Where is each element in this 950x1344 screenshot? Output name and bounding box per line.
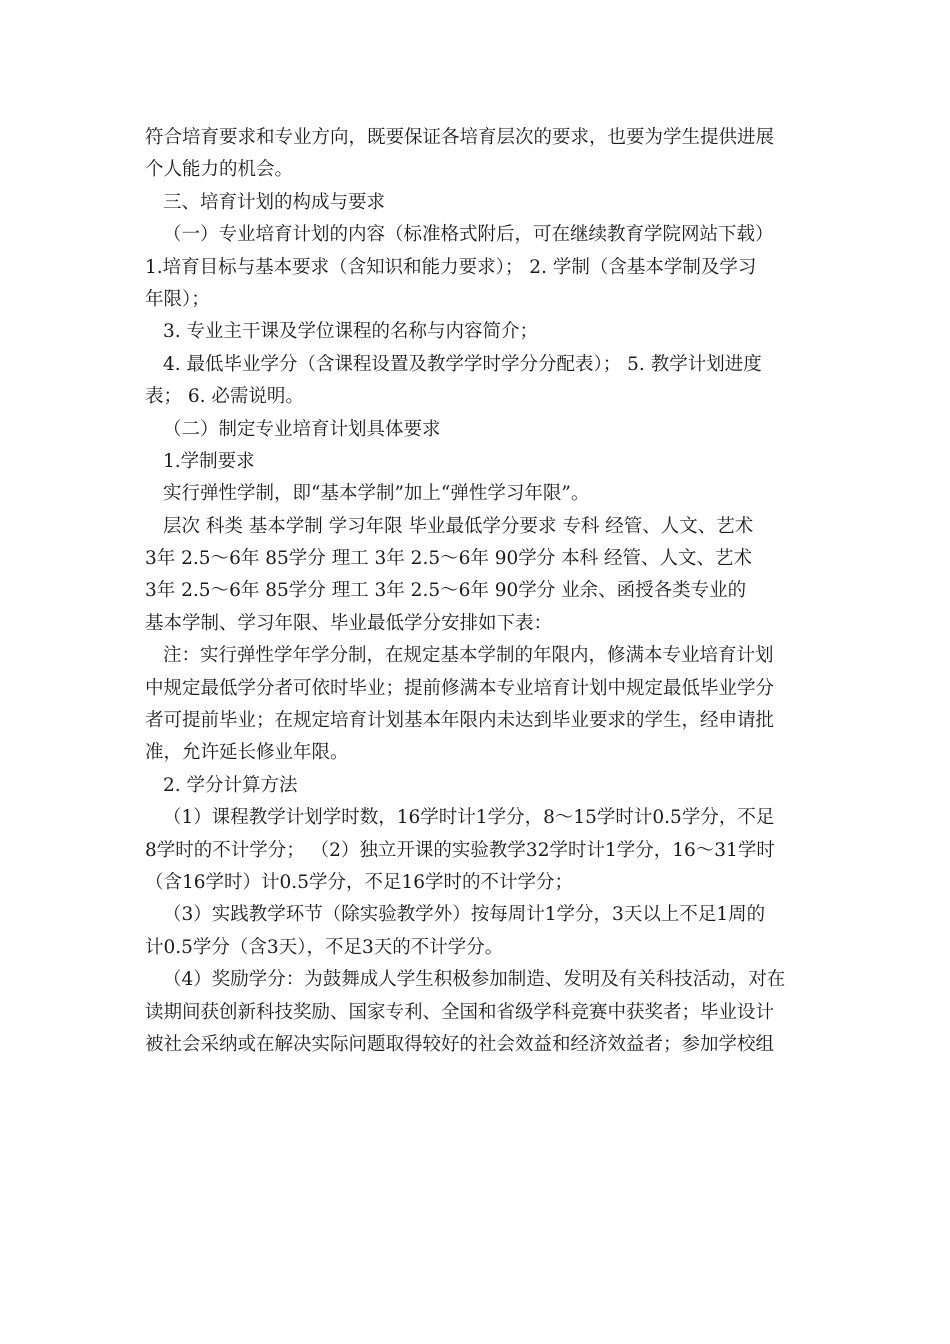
text-line: 基本学制、学习年限、毕业最低学分安排如下表：: [145, 612, 553, 634]
text-line: 个人能力的机会。: [145, 159, 294, 181]
text-line: 中规定最低学分者可依时毕业；提前修满本专业培育计划中规定最低毕业学分: [145, 677, 775, 699]
text-line: （3）实践教学环节（除实验教学外）按每周计1学分，3天以上不足1周的: [163, 904, 766, 926]
subsection-heading: （一）专业培育计划的内容（标准格式附后，可在继续教育学院网站下载）: [163, 224, 774, 246]
text-line: 计0.5学分（含3天），不足3天的不计学分。: [145, 936, 504, 958]
subsection-heading: （二）制定专业培育计划具体要求: [163, 418, 441, 440]
document-body: [145, 122, 813, 1061]
text-line: 8学时的不计学分； （2）独立开课的实验教学32学时计1学分，16～31学时: [145, 839, 775, 861]
text-line: 4. 最低毕业学分（含课程设置及教学学时学分分配表）； 5. 教学计划进度: [163, 353, 762, 375]
text-line: 者可提前毕业；在规定培育计划基本年限内未达到毕业要求的学生，经申请批: [145, 710, 775, 732]
text-line: 3年 2.5～6年 85学分 理工 3年 2.5～6年 90学分 本科 经管、人文、艺术: [145, 548, 753, 570]
item-heading: 2. 学分计算方法: [163, 774, 298, 796]
text-line: 年限）；: [145, 288, 210, 310]
text-line: 3年 2.5～6年 85学分 理工 3年 2.5～6年 90学分 业余、函授各类专业的: [145, 580, 747, 602]
text-line: （4）奖励学分：为鼓舞成人学生积极参加制造、发明及有关科技活动，对在: [163, 969, 786, 991]
text-line: 1.培育目标与基本要求（含知识和能力要求）； 2. 学制（含基本学制及学习: [145, 256, 757, 278]
text-line: 读期间获创新科技奖励、国家专利、全国和省级学科竞赛中获奖者；毕业设计: [145, 1001, 775, 1023]
text-line: 3. 专业主干课及学位课程的名称与内容简介；: [163, 321, 539, 343]
section-heading: 三、培育计划的构成与要求: [163, 191, 386, 213]
text-line: 符合培育要求和专业方向，既要保证各培育层次的要求，也要为学生提供进展: [145, 127, 775, 148]
text-line: 表； 6. 必需说明。: [145, 386, 304, 408]
text-line: （含16学时）计0.5学分，不足16学时的不计学分；: [145, 871, 574, 893]
item-heading: 1.学制要求: [163, 450, 255, 472]
text-line: 层次 科类 基本学制 学习年限 毕业最低学分要求 专科 经管、人文、艺术: [163, 515, 754, 537]
text-line: 被社会采纳或在解决实际问题取得较好的社会效益和经济效益者；参加学校组: [145, 1033, 775, 1055]
note-line: 注：实行弹性学年学分制，在规定基本学制的年限内，修满本专业培育计划: [163, 645, 774, 667]
text-line: 实行弹性学制，即“基本学制”加上“弹性学习年限”。: [163, 483, 590, 505]
text-line: 准，允许延长修业年限。: [145, 742, 349, 764]
text-line: （1）课程教学计划学时数，16学时计1学分，8～15学时计0.5学分，不足: [163, 807, 775, 829]
